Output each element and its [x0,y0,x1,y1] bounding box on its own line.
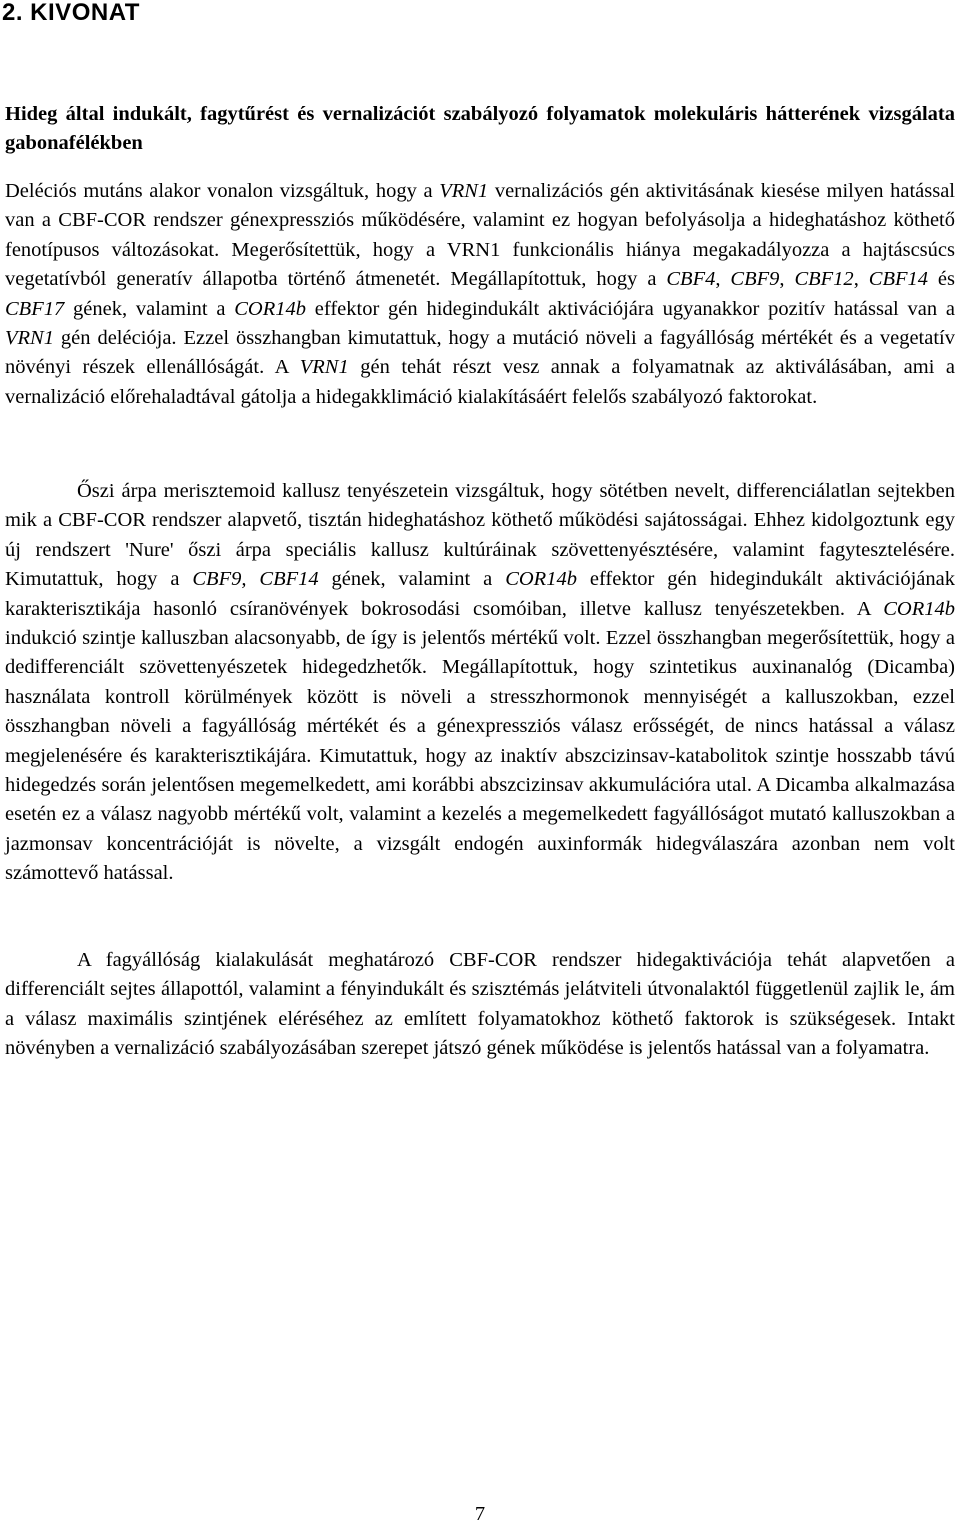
gene-name: CBF9 [730,268,780,291]
gene-name: CBF17 [5,297,65,320]
gene-name: CBF9, CBF14 [192,568,319,591]
text-run: Deléciós mutáns alakor vonalon vizsgáltuk, hogy a [5,180,440,202]
text-run: A fagyállóság kialakulását meghatározó CBF-COR rendszer hidegaktivációja tehát alapvetően a differenciált sejtes állapottól, valamint a fényindukált és szisztémás jelátviteli útvonalaktól függetlenül zajlik le, ám a válasz maximális szintjének eléréséhez az említett folyamatokhoz köthető faktorok is szükségesek. Intakt növényben a vernalizáció szabályozásában szerepet játszó gének működése is jelentős hatással van a folyamatra. [5,949,955,1060]
page-number: 7 [474,1503,486,1525]
abstract-paragraph-2 [5,477,955,889]
text-run: és [927,268,956,291]
document-title: Hideg által indukált, fagytűrést és vernalizációt szabályozó folyamatok molekuláris hátterének vizsgálata gabonafélékben [5,103,955,155]
gene-name: VRN1 [5,327,54,350]
text-run: , [779,268,795,291]
gene-name: CBF12 [794,268,854,291]
text-run: Őszi árpa merisztemoid kallusz tenyészetein vizsgáltuk, hogy sötétben nevelt, differenciálatlan sejtekben mik a CBF-COR rendszer alapvető, tisztán hideghatáshoz köthető működési sajátosságai. Ehhez kidolgoztunk egy új rendszert 'Nure' őszi árpa speciális kallusz kultúráinak szövettenyésztésére, valamint fagytesztelésére. Kimutattuk, hogy a [5,480,955,591]
text-run: gén tehát részt vesz annak a folyamatnak az aktiválásában, ami a vernalizáció előrehaladtával gátolja a hidegakklimáció kialakításáért felelős szabályozó faktorokat. [5,356,955,408]
text-run: gének, valamint a [318,568,506,591]
gene-name: CBF14 [868,268,928,291]
text-run: , [715,268,731,291]
text-run: effektor gén hidegindukált aktivációjának karakterisztikája hasonló csíranövények bokrosodási csomóiban, illetve kallusz tenyészetekben. A [5,568,955,620]
text-run: indukció szintje kalluszban alacsonyabb, de így is jelentős mértékű volt. Ezzel összhangban megerősítettük, hogy a dedifferenciált szövettenyészetek hidegedzhetők. Megállapítottuk, hogy szintetikus auxinanalóg (Dicamba) használata kontroll körülmények között is növeli a stresszhormonok mennyiségét a kalluszokban, ezzel összhangban növeli a fagyállóság mértékét és a génexpressziós válasz erősségét, de nincs hatással a válasz megjelenésére és karakterisztikájára. Kimutattuk, hogy az inaktív abszcizinsav-katabolitok szintje hosszabb távú hidegedzés során jelentősen megemelkedett, ami korábbi abszcizinsav akkumulációra utal. A Dicamba alkalmazása esetén ez a válasz nagyobb mértékű volt, valamint a kezelés a megemelkedett fagyállóságot mutató kalluszokban a jazmonsav koncentrációját is növelte, a vizsgált endogén auxinformák hidegválaszára azonban nem volt számottevő hatással. [5,627,955,885]
text-run: , [853,268,869,291]
abstract-paragraph-3 [5,946,955,1064]
gene-name: CBF4 [666,268,716,291]
text-run: effektor gén hidegindukált aktivációjára ugyanakkor pozitív hatással van a [306,297,955,320]
text-run: vernalizációs gén aktivitásának kiesése milyen hatással van a CBF-COR rendszer génexpressziós működésére, valamint ez hogyan befolyásolja a hideghatáshoz köthető fenotípusos változásokat. Megerősítettük, hogy a VRN1 funkcionális hiánya megakadályozza a hajtáscsúcs vegetatívból generatív állapotba történő átmenetét. Megállapítottuk, hogy a [5,180,955,291]
gene-name: COR14b [234,297,306,320]
abstract-paragraph-1 [5,177,955,412]
text-run: gének, valamint a [64,297,235,320]
text-run: gén deléciója. Ezzel összhangban kimutattuk, hogy a mutáció növeli a fagyállóság mértékét és a vegetatív növényi részek ellenállóságát. A [5,327,955,379]
gene-name: COR14b [505,568,577,591]
gene-name: VRN1 [439,180,489,202]
section-heading: 2. KIVONAT [2,0,140,26]
gene-name: COR14b [883,597,955,620]
gene-name: VRN1 [299,356,349,379]
